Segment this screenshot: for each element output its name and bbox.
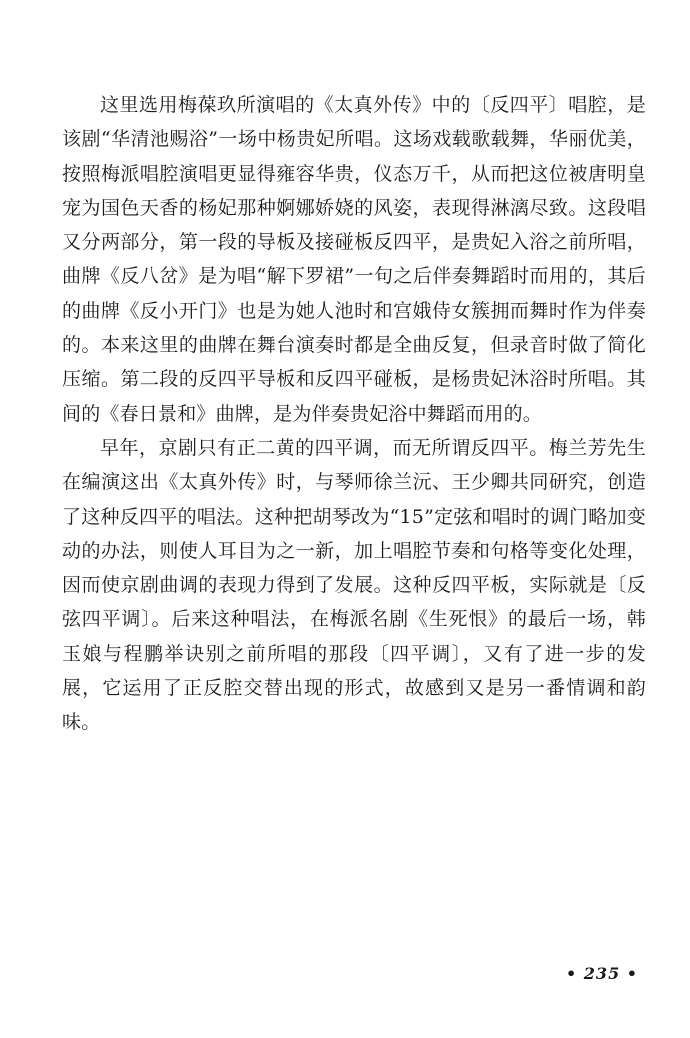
body-text bbox=[62, 88, 646, 740]
paragraph-1: 这里选用梅葆玖所演唱的《太真外传》中的〔反四平〕唱腔，是该剧“华清池赐浴”一场中杨贵妃所唱。这场戏载歌载舞，华丽优美，按照梅派唱腔演唱更显得雍容华贵，仪态万千，从而把这位被唐明皇宠为国色天香的杨妃那种婀娜娇娆的风姿，表现得淋漓尽致。这段唱又分两部分，第一段的导板及接碰板反四平，是贵妃入浴之前所唱，曲牌《反八岔》是为唱“解下罗裙”一句之后伴奏舞蹈时而用的，其后的曲牌《反小开门》也是为她人池时和宫娥侍女簇拥而舞时作为伴奏的。本来这里的曲牌在舞台演奏时都是全曲反复，但录音时做了简化压缩。第二段的反四平导板和反四平碰板，是杨贵妃沐浴时所唱。其间的《春日景和》曲牌，是为伴奏贵妃浴中舞蹈而用的。 bbox=[62, 94, 646, 425]
paragraph-2: 早年，京剧只有正二黄的四平调，而无所谓反四平。梅兰芳先生在编演这出《太真外传》时，与琴师徐兰沅、王少卿共同研究，创造了这种反四平的唱法。这种把胡琴改为“15”定弦和唱时的调门略加变动的办法，则使人耳目为之一新，加上唱腔节奏和句格等变化处理，因而使京剧曲调的表现力得到了发展。这种反四平板，实际就是〔反弦四平调〕。后来这种唱法，在梅派名剧《生死恨》的最后一场，韩玉娘与程鹏举诀别之前所唱的那段〔四平调〕，又有了进一步的发展，它运用了正反腔交替出现的形式，故感到又是另一番情调和韵味。 bbox=[62, 436, 646, 734]
page-number: • 235 • bbox=[566, 964, 638, 983]
